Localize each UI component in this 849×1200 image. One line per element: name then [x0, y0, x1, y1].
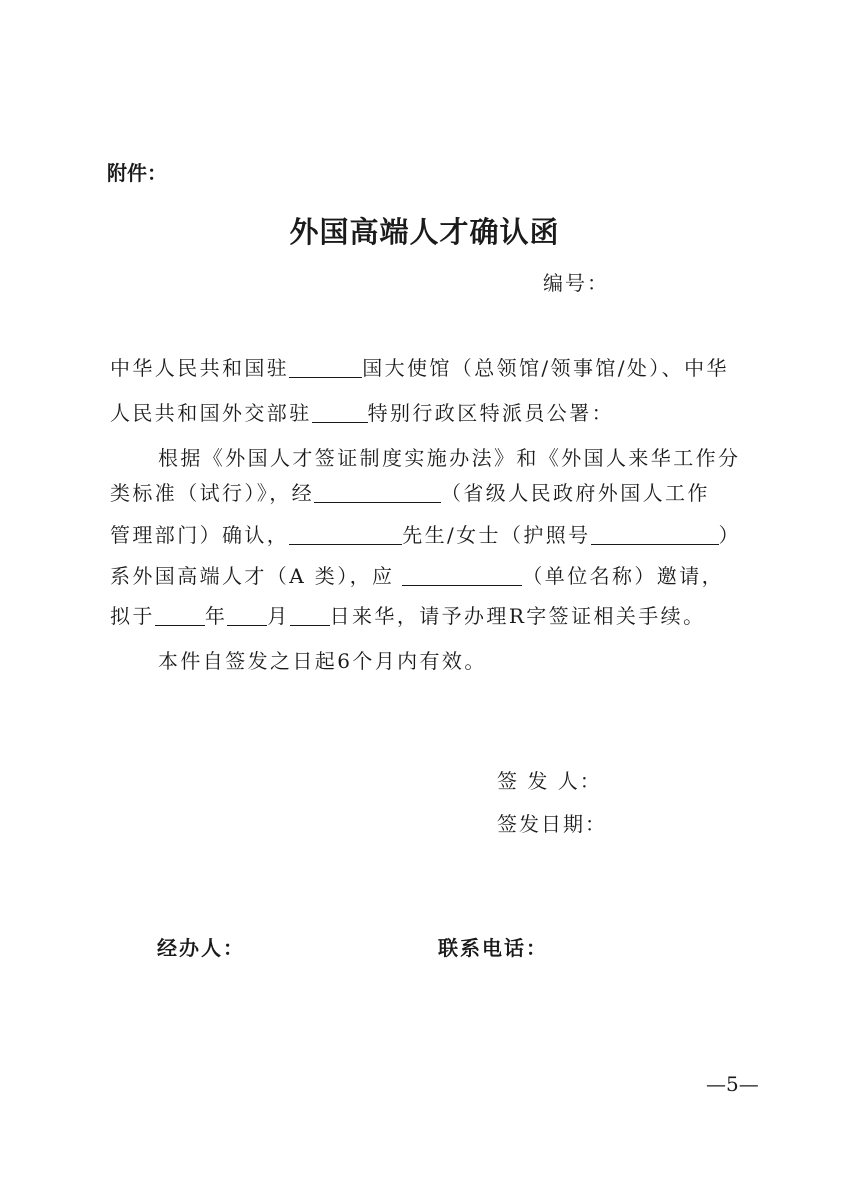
serial-number-label: 编号：	[543, 271, 609, 295]
text-segment: （省级人民政府外国人工作	[441, 481, 710, 505]
text-segment: 拟于	[110, 604, 155, 628]
text-segment: 国大使馆（总领馆/领事馆/处）、中华	[362, 356, 729, 380]
text-segment: 先生/女士（护照号	[402, 523, 591, 547]
day-blank	[290, 604, 330, 626]
document-title: 外国高端人才确认函	[289, 215, 560, 249]
text-segment: 人民共和国外交部驻	[110, 401, 312, 425]
issue-date-label: 签发日期：	[497, 812, 607, 836]
issuer-label: 签 发 人：	[497, 769, 602, 793]
handler-label: 经办人：	[157, 936, 245, 960]
text-segment: 类标准（试行）》，经	[110, 481, 314, 505]
body-line-5	[110, 519, 741, 548]
body-line-4	[110, 477, 710, 506]
text-segment: 管理部门）确认，	[110, 523, 290, 547]
text-segment: 特别行政区特派员公署：	[367, 401, 615, 425]
contact-phone-label: 联系电话：	[438, 936, 548, 960]
text-segment: 中华人民共和国驻	[110, 356, 290, 380]
text-segment: 日来华，请予办理R字签证相关手续。	[329, 604, 706, 628]
body-line-7	[110, 600, 705, 629]
body-line-1	[110, 352, 729, 381]
text-segment: （单位名称）邀请，	[522, 564, 725, 588]
month-blank	[227, 604, 267, 626]
body-line-3: 根据《外国人才签证制度实施办法》和《外国人来华工作分	[158, 446, 741, 470]
name-blank	[289, 523, 402, 545]
department-blank	[314, 481, 441, 503]
body-line-2	[110, 397, 614, 426]
text-segment: 月	[267, 604, 290, 628]
region-blank	[312, 401, 368, 423]
text-segment: ）	[718, 523, 741, 547]
body-line-8: 本件自签发之日起6个月内有效。	[158, 649, 487, 673]
page-number: —5—	[706, 1072, 759, 1096]
text-segment: 年	[204, 604, 228, 628]
passport-number-blank	[591, 523, 719, 545]
organization-blank	[402, 564, 522, 586]
year-blank	[155, 604, 205, 626]
country-blank	[289, 356, 362, 378]
text-segment: 系外国高端人才（A 类），应	[110, 564, 395, 588]
attachment-label: 附件：	[107, 161, 167, 185]
body-line-6	[110, 560, 724, 589]
